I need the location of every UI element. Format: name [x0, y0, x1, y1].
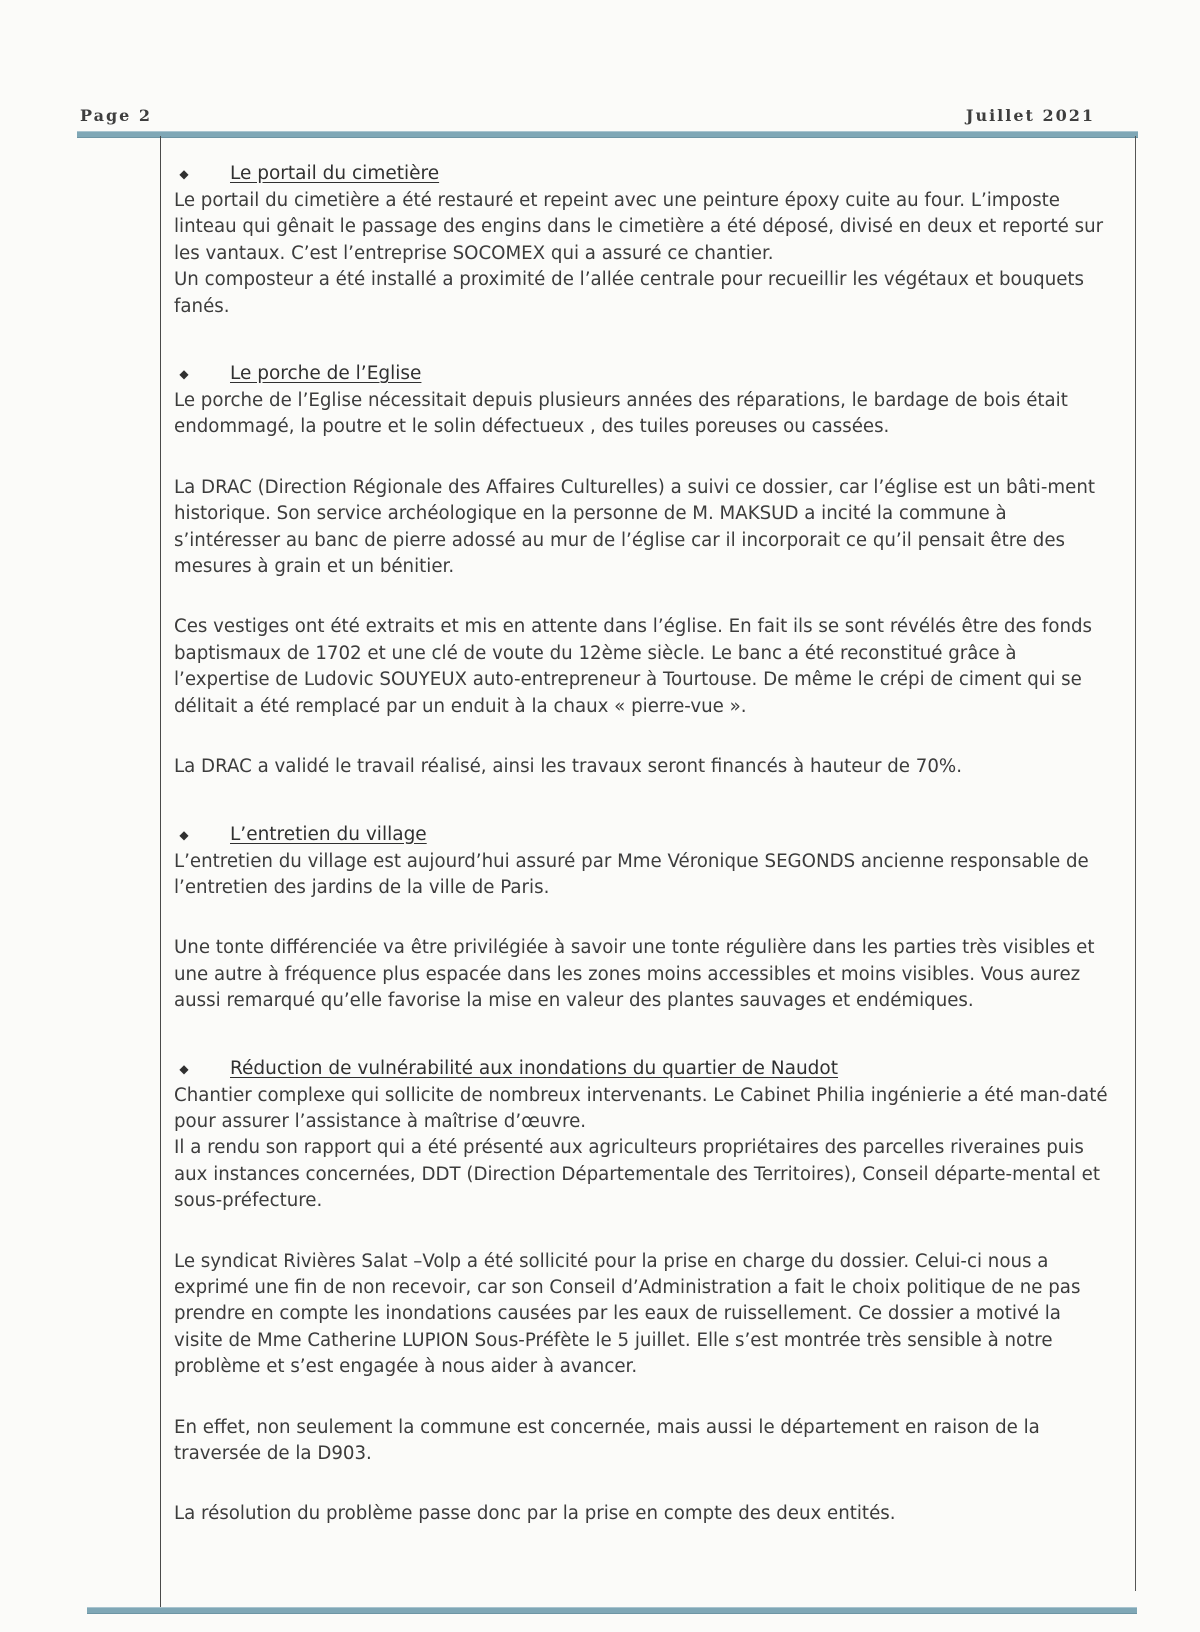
paragraph: Il a rendu son rapport qui a été présenté aux agriculteurs propriétaires des parcelles riveraines puis aux instances concernées, DDT (Direction Départementale des Territoires), Conseil départe-mental et sous-préfecture.: [174, 1137, 1100, 1212]
section-title: Réduction de vulnérabilité aux inondations du quartier de Naudot: [230, 1057, 838, 1079]
frame-left-border: [160, 136, 161, 1608]
header-rule: [77, 131, 1138, 138]
section-entretien-village: [174, 821, 1114, 1015]
paragraph: La DRAC (Direction Régionale des Affaires Culturelles) a suivi ce dossier, car l’église est un bâti-ment historique. Son service archéologique en la personne de M. MAKSUD a incité la commune à s’intéresser au banc de pierre adossé au mur de l’église car il incorporait ce qu’il pensait être des mesures à grain et un bénitier.: [174, 476, 1095, 578]
frame-right-border: [1135, 136, 1136, 1591]
article-body: [174, 160, 1114, 1528]
paragraph: Le porche de l’Eglise nécessitait depuis plusieurs années des réparations, le bardage de bois était endommagé, la poutre et le solin défectueux , des tuiles poreuses ou cassées.: [174, 390, 1068, 438]
section-heading: [174, 821, 1114, 849]
paragraph: L’entretien du village est aujourd’hui assuré par Mme Véronique SEGONDS ancienne responsable de l’entretien des jardins de la ville de Paris.: [174, 850, 1089, 898]
diamond-bullet-icon: ◆: [179, 827, 189, 842]
paragraph: Le syndicat Rivières Salat –Volp a été sollicité pour la prise en charge du dossier. Celui-ci nous a exprimé une fin de non recevoir, car son Conseil d’Administration a fait le choix politique de ne pas prendre en compte les inondations causées par les eaux de ruissellement. Ce dossier a motivé la visite de Mme Catherine LUPION Sous-Préfète le 5 juillet. Elle s’est montrée très sensible à notre problème et s’est engagée à nous aider à avancer.: [174, 1250, 1081, 1378]
diamond-bullet-icon: ◆: [179, 167, 189, 181]
section-heading: [174, 1055, 1114, 1083]
paragraph: Chantier complexe qui sollicite de nombreux intervenants. Le Cabinet Philia ingénierie a été man-daté pour assurer l’assistance à maîtrise d’œuvre.: [174, 1084, 1108, 1132]
section-heading: [174, 160, 1114, 188]
page-number: Page 2: [80, 106, 153, 125]
paragraph: Le portail du cimetière a été restauré et repeint avec une peinture époxy cuite au four. L’imposte linteau qui gênait le passage des engins dans le cimetière a été déposé, divisé en deux et reporté sur les vantaux. C’est l’entreprise SOCOMEX qui a assuré ce chantier.: [174, 190, 1104, 264]
issue-date: Juillet 2021: [965, 106, 1095, 125]
diamond-bullet-icon: ◆: [179, 367, 189, 382]
section-heading: [174, 360, 1114, 388]
paragraph: Un composteur a été installé a proximité de l’allée centrale pour recueillir les végétaux et bouquets fanés.: [174, 269, 1085, 317]
section-portail-cimetiere: [174, 160, 1114, 320]
section-title: Le portail du cimetière: [230, 163, 440, 184]
paragraph: En effet, non seulement la commune est concernée, mais aussi le département en raison de la traversée de la D903.: [174, 1416, 1040, 1464]
section-inondations-naudot: [174, 1055, 1114, 1528]
footer-rule: [87, 1607, 1137, 1614]
paragraph: La DRAC a validé le travail réalisé, ainsi les travaux seront financés à hauteur de 70%.: [174, 756, 962, 778]
paragraph: La résolution du problème passe donc par la prise en compte des deux entités.: [174, 1503, 896, 1525]
paragraph: Ces vestiges ont été extraits et mis en attente dans l’église. En fait ils se sont révélés être des fonds baptismaux de 1702 et une clé de voute du 12ème siècle. Le banc a été reconstitué grâce à l’expertise de Ludovic SOUYEUX auto-entrepreneur à Tourtouse. De même le crépi de ciment qui se délitait a été remplacé par un enduit à la chaux « pierre-vue ».: [174, 616, 1092, 717]
section-title: Le porche de l’Eglise: [230, 363, 422, 385]
diamond-bullet-icon: ◆: [179, 1061, 189, 1076]
page-header: [80, 100, 1095, 128]
section-title: L’entretien du village: [230, 823, 427, 845]
paragraph: Une tonte différenciée va être privilégiée à savoir une tonte régulière dans les parties très visibles et une autre à fréquence plus espacée dans les zones moins accessibles et moins visibles. Vous aurez aussi remarqué qu’elle favorise la mise en valeur des plantes sauvages et endémiques.: [174, 937, 1095, 1012]
section-porche-eglise: [174, 360, 1114, 780]
